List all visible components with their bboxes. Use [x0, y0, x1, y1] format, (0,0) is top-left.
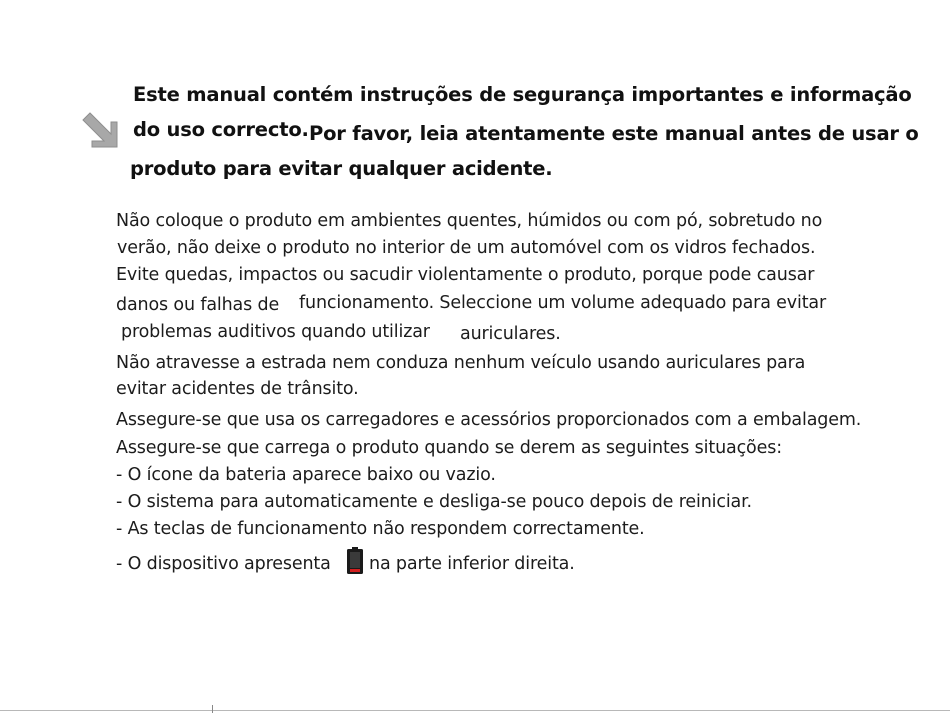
intro-line-1: Este manual contém instruções de segurança importantes e informação [133, 83, 912, 106]
list-item: na parte inferior direita. [369, 554, 575, 574]
battery-low-icon [346, 547, 364, 575]
text-line: auriculares. [460, 324, 561, 344]
text-line: Não atravesse a estrada nem conduza nenhum veículo usando auriculares para [116, 353, 806, 373]
text-line: danos ou falhas de [116, 295, 280, 315]
text-line: Assegure-se que usa os carregadores e acessórios proporcionados com a embalagem. [116, 410, 862, 430]
intro-line-3: produto para evitar qualquer acidente. [130, 157, 553, 180]
list-item: - O ícone da bateria aparece baixo ou vazio. [116, 465, 496, 485]
arrow-down-right-icon [80, 110, 120, 150]
text-line: Evite quedas, impactos ou sacudir violentamente o produto, porque pode causar [116, 265, 815, 285]
page-divider [0, 710, 950, 711]
text-line: evitar acidentes de trânsito. [116, 379, 359, 399]
list-item: - O dispositivo apresenta [116, 554, 331, 574]
text-line: problemas auditivos quando utilizar [121, 322, 430, 342]
list-item: - O sistema para automaticamente e desliga-se pouco depois de reiniciar. [116, 492, 752, 512]
text-line: Não coloque o produto em ambientes quentes, húmidos ou com pó, sobretudo no [116, 211, 823, 231]
intro-line-2b: Por favor, leia atentamente este manual antes de usar o [309, 122, 919, 145]
list-item: - As teclas de funcionamento não respondem correctamente. [116, 519, 645, 539]
text-line: verão, não deixe o produto no interior de um automóvel com os vidros fechados. [117, 238, 816, 258]
page-divider-tick [212, 705, 213, 713]
text-line: funcionamento. Seleccione um volume adequado para evitar [299, 293, 827, 313]
text-line: Assegure-se que carrega o produto quando se derem as seguintes situações: [116, 438, 782, 458]
intro-line-2a: do uso correcto. [133, 118, 309, 141]
